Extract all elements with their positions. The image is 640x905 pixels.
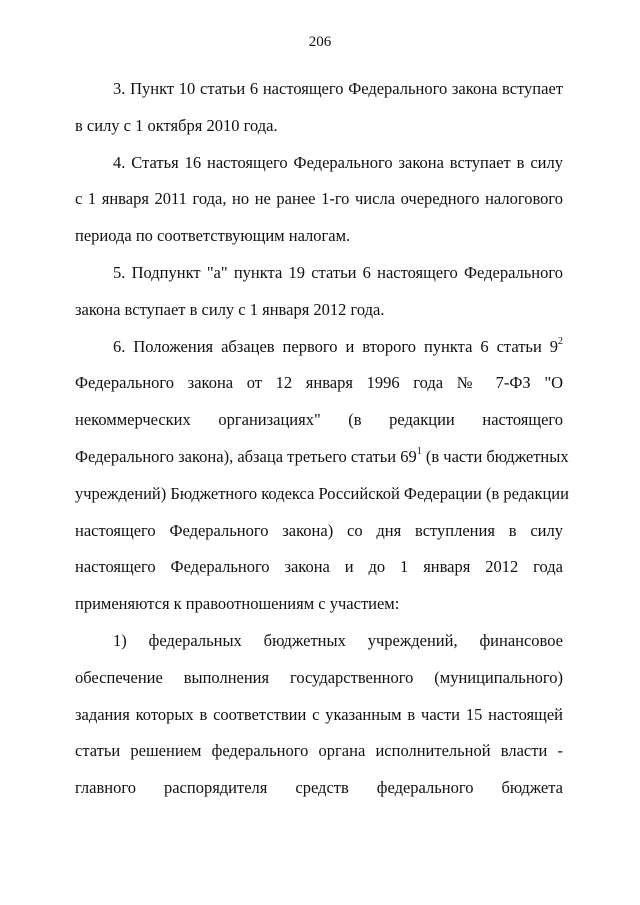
- superscript: 1: [416, 446, 422, 458]
- paragraph-line: периода по соответствующим налогам.: [75, 226, 351, 246]
- paragraph-5: [75, 255, 563, 329]
- paragraph-line: 5. Подпункт "а" пункта 19 статьи 6 настоящего Федерального: [113, 262, 563, 282]
- paragraph-line-text: (в части бюджетных: [421, 446, 569, 466]
- paragraph-line: статьи решением федерального органа исполнительной власти -: [75, 741, 563, 761]
- paragraph-line: обеспечение выполнения государственного (муниципального): [75, 667, 563, 687]
- paragraph-line-text: Федерального закона), абзаца третьего статьи 69: [75, 446, 417, 466]
- paragraph-line: 4. Статья 16 настоящего Федерального закона вступает в силу: [113, 152, 563, 172]
- paragraph-line: главного распорядителя средств федерального бюджета: [75, 778, 563, 798]
- paragraph-line-text: 6. Положения абзацев первого и второго пункта 6 статьи 9: [113, 336, 558, 356]
- paragraph-line: Федерального закона от 12 января 1996 года № 7-ФЗ "О: [75, 373, 563, 393]
- paragraph-line: [75, 329, 563, 366]
- paragraph-4: [75, 145, 563, 255]
- paragraph-line: закона вступает в силу с 1 января 2012 года.: [75, 299, 385, 319]
- paragraph-line: [75, 439, 569, 476]
- paragraph-line: настоящего Федерального закона и до 1 января 2012 года: [75, 557, 563, 577]
- page-number: 206: [308, 34, 332, 50]
- paragraph-line: задания которых в соответствии с указанным в части 15 настоящей: [75, 704, 563, 724]
- paragraph-3: [75, 71, 563, 145]
- paragraph-line: некоммерческих организациях" (в редакции настоящего: [75, 410, 563, 430]
- paragraph-line: 3. Пункт 10 статьи 6 настоящего Федерального закона вступает: [113, 79, 563, 98]
- paragraph-6: [75, 329, 569, 623]
- paragraph-line: в силу с 1 октября 2010 года.: [75, 115, 278, 135]
- paragraph-line: с 1 января 2011 года, но не ранее 1-го числа очередного налогового: [75, 189, 563, 209]
- paragraph-line: настоящего Федерального закона) со дня вступления в силу: [75, 520, 563, 540]
- paragraph-line: 1) федеральных бюджетных учреждений, финансовое: [113, 630, 563, 650]
- paragraph-line: применяются к правоотношениям с участием:: [75, 594, 400, 614]
- paragraph-6-1: [75, 623, 563, 807]
- document-body: [75, 71, 569, 807]
- paragraph-line: учреждений) Бюджетного кодекса Российской Федерации (в редакции: [75, 483, 569, 503]
- superscript: 2: [558, 336, 563, 348]
